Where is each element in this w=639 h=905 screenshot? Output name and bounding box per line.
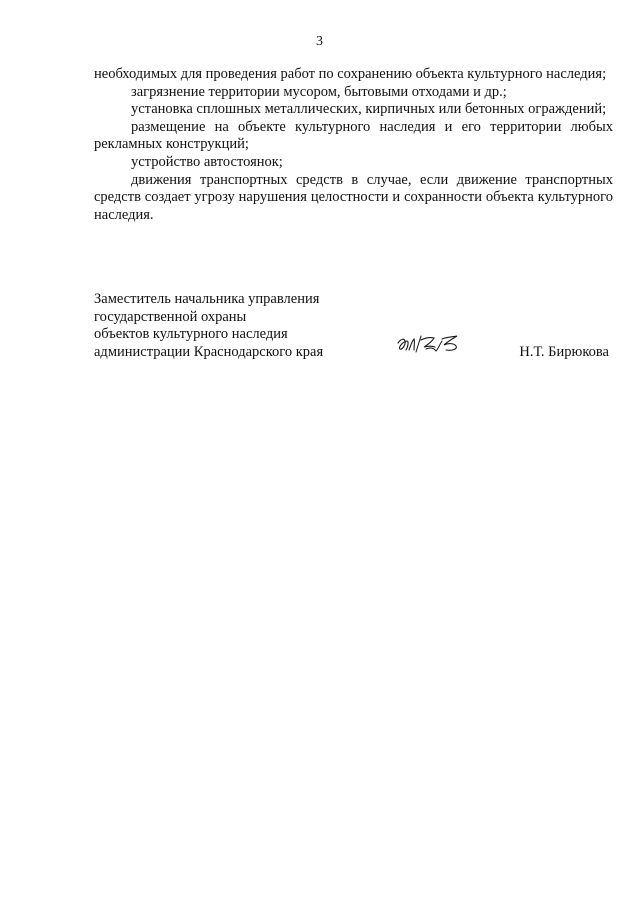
paragraph: загрязнение территории мусором, бытовыми отходами и др.; (131, 83, 507, 100)
signatory-position-line: государственной охраны (94, 308, 247, 325)
paragraph: установка сплошных металлических, кирпичных или бетонных ограждений; (131, 101, 607, 118)
signatory-position-line: Заместитель начальника управления (94, 291, 320, 307)
paragraph: движения транспортных средств в случае, если движение транспортных средств создает угрозу нарушения целостности и сохранности объекта культурного наследия. (94, 171, 613, 223)
signatory-position-line: объектов культурного наследия (94, 326, 288, 343)
paragraph: размещение на объекте культурного наследия и его территории любых рекламных конструкций; (94, 118, 613, 153)
signature-block (94, 291, 613, 361)
page-number: 3 (316, 34, 323, 49)
signatory-position-line: администрации Краснодарского края (94, 343, 324, 360)
handwritten-signature (392, 329, 466, 359)
signatory-name: Н.Т. Бирюкова (519, 343, 609, 360)
body-text (94, 66, 613, 224)
paragraph: необходимых для проведения работ по сохранению объекта культурного наследия; (94, 66, 607, 82)
paragraph: устройство автостоянок; (131, 153, 283, 170)
